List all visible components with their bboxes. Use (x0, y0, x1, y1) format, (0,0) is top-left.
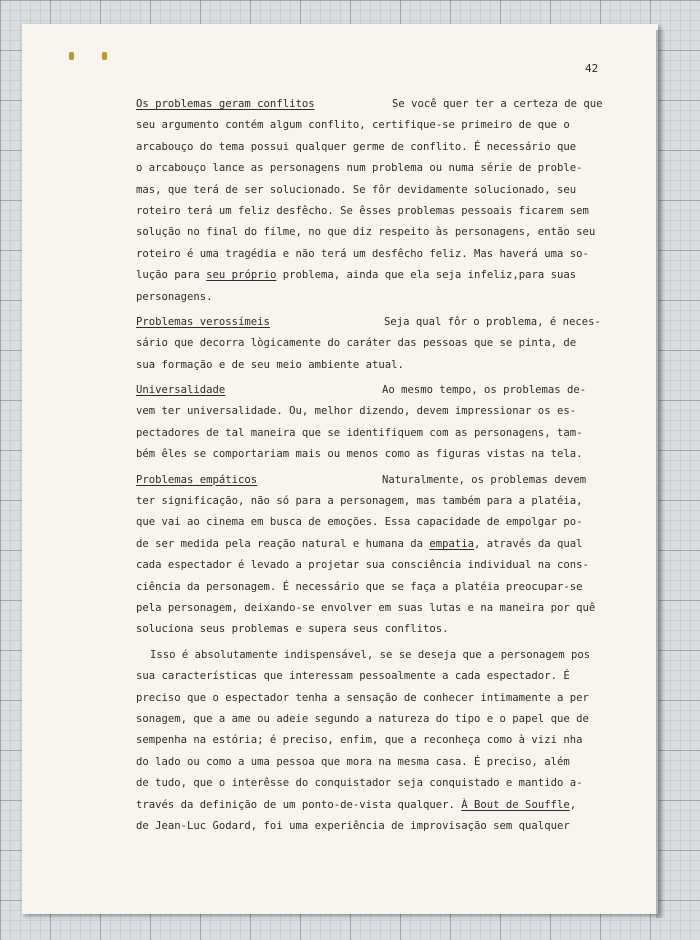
text-line: ter significação, não só para a personagem, mas também para a platéia, (136, 495, 583, 508)
section-heading: Os problemas geram conflitos (136, 98, 315, 110)
text-line: do lado ou como a uma pessoa que mora na mesma casa. É preciso, além (136, 755, 570, 768)
text-line: sempenha na estória; é preciso, enfim, que a reconheça como à vizi nha (136, 734, 583, 747)
text-line: arcabouço do tema possui qualquer germe de conflito. É necessário que (136, 140, 577, 153)
text-line: lução para seu próprio problema, ainda que ela seja infeliz,para suas (136, 269, 577, 282)
text-line: vem ter universalidade. Ou, melhor dizendo, devem impressionar os es- (136, 405, 577, 418)
text-line: pectadores de tal maneira que se identifiquem com as personagens, tam- (136, 426, 583, 439)
text-line: bém êles se comportariam mais ou menos como as figuras vistas na tela. (136, 448, 583, 461)
text-line: o arcabouço lance as personagens num problema ou numa série de proble- (136, 162, 583, 175)
text-line: solução no final do filme, no que diz respeito às personagens, então seu (136, 226, 596, 239)
text-line: sonagem, que a ame ou adeie segundo a natureza do tipo e o papel que de (136, 712, 589, 725)
staple-mark (102, 52, 107, 60)
section-heading: Universalidade (136, 384, 226, 397)
text-line: sário que decorra lògicamente do caráter das pessoas que se pinta, de (136, 337, 577, 350)
text-line: sua características que interessam pessoalmente a cada espectador. É (136, 670, 570, 683)
text-line: preciso que o espectador tenha a sensação de conhecer intimamente a per (136, 691, 589, 704)
text-line: través da definição de um ponto-de-vista qualquer. À Bout de Souffle, (136, 798, 577, 811)
text-line: Ao mesmo tempo, os problemas de- (382, 384, 587, 397)
section-heading-line (136, 312, 616, 333)
text-line: de Jean-Luc Godard, foi uma experiência de improvisação sem qualquer (136, 819, 570, 832)
text-line: cada espectador é levado a projetar sua consciência individual na cons- (136, 559, 589, 572)
text-line: roteiro terá um feliz desfêcho. Se êsses problemas pessoais ficarem sem (136, 204, 589, 217)
text-line: mas, que terá de ser solucionado. Se fôr devidamente solucionado, seu (136, 183, 577, 196)
text-line: de tudo, que o interêsse do conquistador seja conquistado e mantido a- (136, 777, 583, 790)
text-line: Naturalmente, os problemas devem (382, 473, 587, 486)
text-line: que vai ao cinema em busca de emoções. Essa capacidade de empolgar po- (136, 516, 583, 529)
text-line: seu argumento contém algum conflito, certifique-se primeiro de que o (136, 119, 570, 132)
page-number: 42 (585, 62, 599, 75)
staple-mark (69, 52, 74, 60)
text-line: sua formação e de seu meio ambiente atual. (136, 358, 404, 371)
text-line: ciência da personagem. É necessário que se faça a platéia preocupar-se (136, 580, 583, 593)
section-heading: Problemas verossímeis (136, 315, 270, 328)
text-line: Isso é absolutamente indispensável, se se deseja que a personagem pos (150, 648, 591, 661)
underlined-fragment: seu próprio (206, 269, 277, 282)
page-edge-shadow (656, 30, 666, 918)
text-line: roteiro é uma tragédia e não terá um desfêcho feliz. Mas haverá uma so- (136, 247, 589, 260)
text-line: personagens. (136, 290, 213, 303)
section-heading-line (136, 470, 616, 491)
section-heading-line (136, 94, 616, 115)
text-line: pela personagem, deixando-se envolver em suas lutas e na maneira por quê (136, 601, 596, 614)
underlined-fragment: empatia (429, 537, 475, 550)
section-heading-line (136, 380, 616, 401)
text-line: de ser medida pela reação natural e humana da empatia, através da qual (136, 537, 583, 550)
text-line: Se você quer ter a certeza de que (392, 98, 603, 110)
underlined-fragment: À Bout de Souffle (461, 798, 570, 811)
section-heading: Problemas empáticos (136, 473, 258, 486)
text-line: soluciona seus problemas e supera seus conflitos. (136, 623, 449, 636)
text-line: Seja qual fôr o problema, é neces- (384, 315, 601, 328)
document-text (136, 94, 616, 837)
